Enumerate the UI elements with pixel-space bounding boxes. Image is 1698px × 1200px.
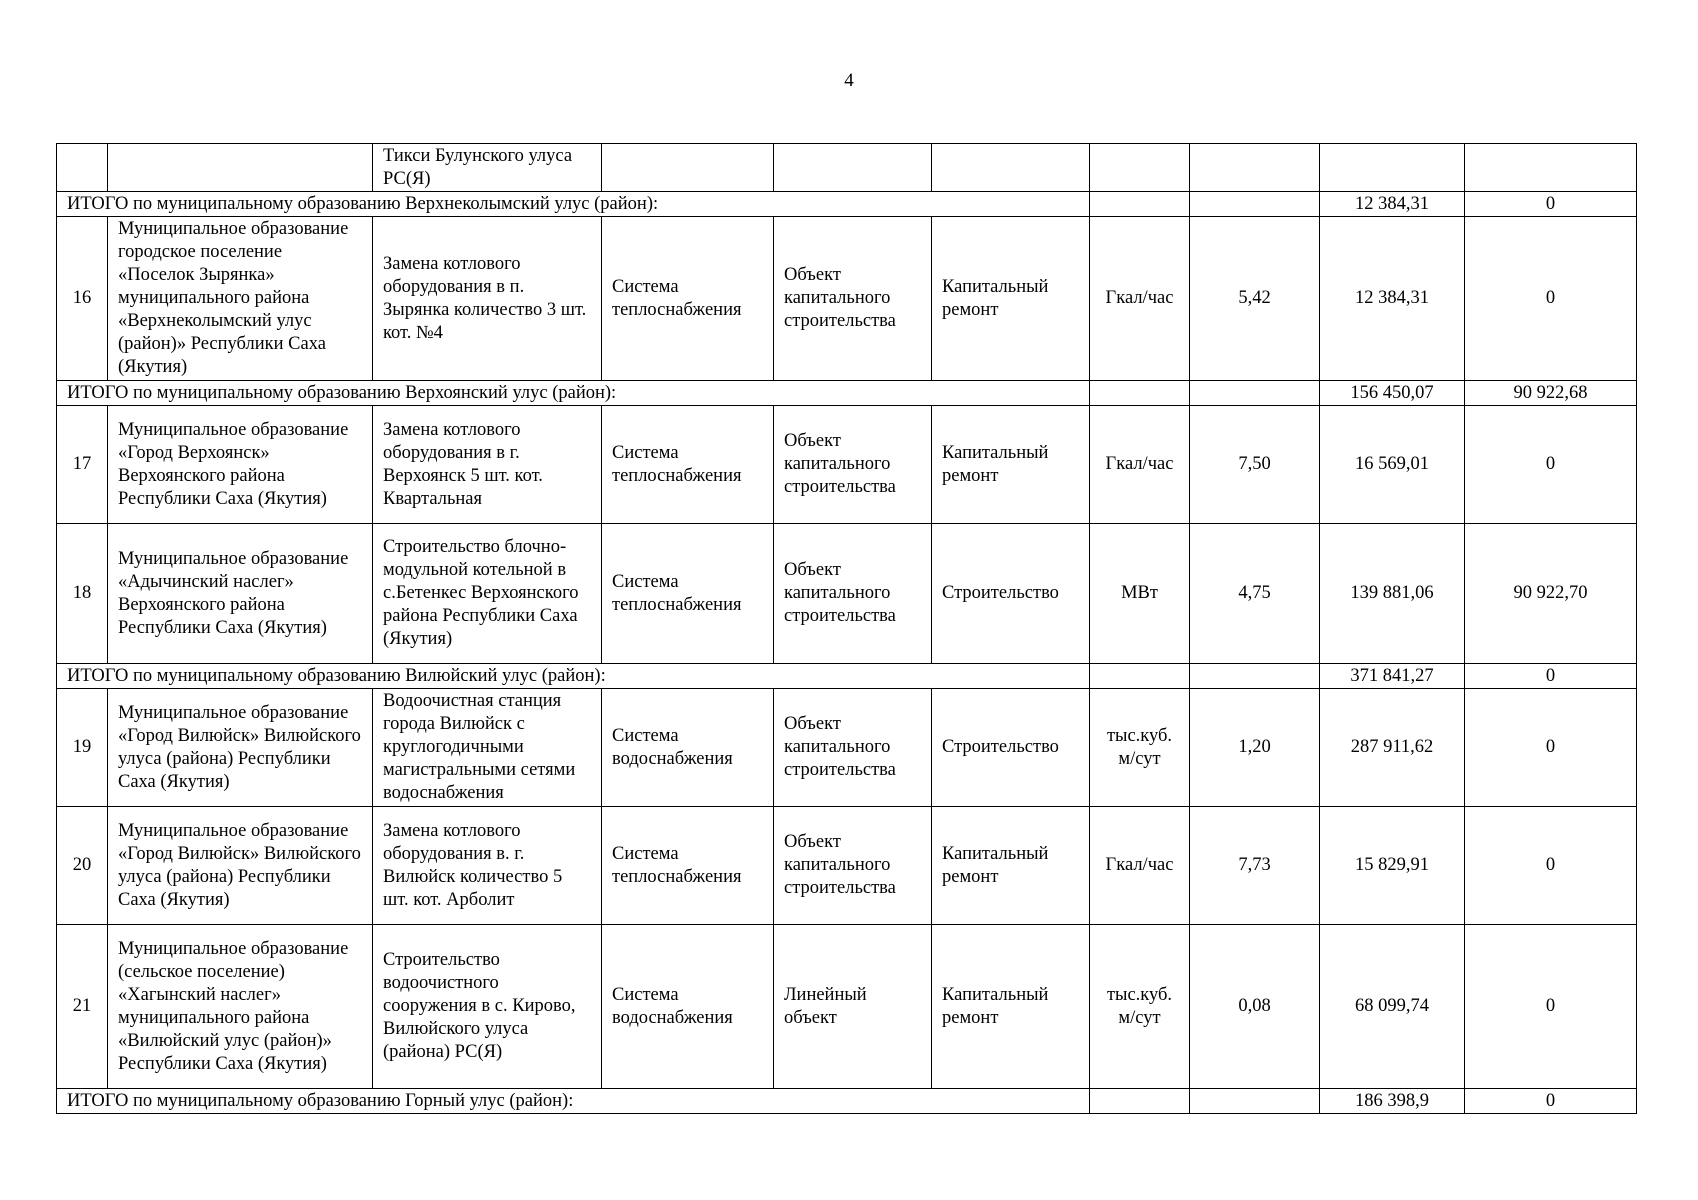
cell-system: Система теплоснабжения [602, 807, 774, 925]
cell-work-type: Капитальный ремонт [932, 925, 1090, 1089]
table-row [57, 689, 1637, 807]
cell-object: Строительство блочно-модульной котельной в с.Бетенкес Верхоянского района Республики Саха (Якутия) [373, 524, 602, 664]
cell-work-type [932, 144, 1090, 192]
cell-system [602, 144, 774, 192]
cell-capacity: 7,50 [1190, 406, 1320, 524]
cell-num: 16 [57, 217, 108, 381]
cell-amount: 287 911,62 [1320, 689, 1465, 807]
cell-work-type: Капитальный ремонт [932, 406, 1090, 524]
table-row [57, 217, 1637, 381]
total-extra: 90 922,68 [1465, 381, 1637, 406]
total-amount: 371 841,27 [1320, 664, 1465, 689]
cell-amount: 15 829,91 [1320, 807, 1465, 925]
cell-municipality: Муниципальное образование (сельское поселение) «Хагынский наслег» муниципального района «Вилюйский улус (район)» Республики Саха (Якутия) [108, 925, 373, 1089]
cell-work-type: Капитальный ремонт [932, 217, 1090, 381]
investment-table [56, 143, 1637, 1114]
cell-num: 19 [57, 689, 108, 807]
total-row [57, 664, 1637, 689]
total-unit-empty [1090, 664, 1190, 689]
cell-extra: 0 [1465, 217, 1637, 381]
cell-capacity [1190, 144, 1320, 192]
total-label: ИТОГО по муниципальному образованию Вилюйский улус (район): [57, 664, 1090, 689]
cell-extra: 0 [1465, 406, 1637, 524]
cell-capacity: 5,42 [1190, 217, 1320, 381]
cell-object-type: Объект капитального строительства [774, 807, 932, 925]
cell-extra: 0 [1465, 689, 1637, 807]
cell-object-type: Линейный объект [774, 925, 932, 1089]
continuation-row [57, 144, 1637, 192]
total-capacity-empty [1190, 192, 1320, 217]
table-row [57, 524, 1637, 664]
total-unit-empty [1090, 192, 1190, 217]
cell-municipality: Муниципальное образование «Город Вилюйск» Вилюйского улуса (района) Республики Саха (Якутия) [108, 807, 373, 925]
cell-amount: 68 099,74 [1320, 925, 1465, 1089]
table-row [57, 807, 1637, 925]
cell-capacity: 4,75 [1190, 524, 1320, 664]
cell-municipality: Муниципальное образование «Город Вилюйск» Вилюйского улуса (района) Республики Саха (Якутия) [108, 689, 373, 807]
cell-amount: 16 569,01 [1320, 406, 1465, 524]
cell-num: 18 [57, 524, 108, 664]
cell-unit: тыс.куб. м/сут [1090, 925, 1190, 1089]
table-row [57, 925, 1637, 1089]
cell-municipality: Муниципальное образование городское поселение «Поселок Зырянка» муниципального района «Верхнеколымский улус (район)» Республики Саха (Якутия) [108, 217, 373, 381]
table-row [57, 406, 1637, 524]
cell-capacity: 0,08 [1190, 925, 1320, 1089]
cell-unit: тыс.куб. м/сут [1090, 689, 1190, 807]
total-amount: 186 398,9 [1320, 1089, 1465, 1114]
cell-object-type: Объект капитального строительства [774, 689, 932, 807]
cell-extra [1465, 144, 1637, 192]
total-unit-empty [1090, 1089, 1190, 1114]
cell-system: Система теплоснабжения [602, 524, 774, 664]
cell-capacity: 7,73 [1190, 807, 1320, 925]
cell-work-type: Строительство [932, 689, 1090, 807]
total-capacity-empty [1190, 664, 1320, 689]
cell-extra: 90 922,70 [1465, 524, 1637, 664]
cell-work-type: Капитальный ремонт [932, 807, 1090, 925]
cell-num: 17 [57, 406, 108, 524]
cell-amount: 12 384,31 [1320, 217, 1465, 381]
cell-system: Система теплоснабжения [602, 217, 774, 381]
cell-object: Замена котлового оборудования в г. Верхоянск 5 шт. кот. Квартальная [373, 406, 602, 524]
total-amount: 12 384,31 [1320, 192, 1465, 217]
cell-capacity: 1,20 [1190, 689, 1320, 807]
cell-unit: Гкал/час [1090, 217, 1190, 381]
cell-object-type: Объект капитального строительства [774, 524, 932, 664]
total-amount: 156 450,07 [1320, 381, 1465, 406]
cell-system: Система теплоснабжения [602, 406, 774, 524]
cell-municipality [108, 144, 373, 192]
total-row [57, 192, 1637, 217]
page-number: 4 [844, 70, 854, 91]
cell-amount: 139 881,06 [1320, 524, 1465, 664]
cell-unit [1090, 144, 1190, 192]
total-row [57, 1089, 1637, 1114]
cell-num: 21 [57, 925, 108, 1089]
cell-object-type [774, 144, 932, 192]
total-unit-empty [1090, 381, 1190, 406]
cell-num [57, 144, 108, 192]
table-body [57, 144, 1637, 1114]
cell-object-type: Объект капитального строительства [774, 406, 932, 524]
cell-num: 20 [57, 807, 108, 925]
cell-unit: Гкал/час [1090, 406, 1190, 524]
cell-unit: Гкал/час [1090, 807, 1190, 925]
total-extra: 0 [1465, 664, 1637, 689]
cell-municipality: Муниципальное образование «Адычинский наслег» Верхоянского района Республики Саха (Якутия) [108, 524, 373, 664]
cell-system: Система водоснабжения [602, 925, 774, 1089]
total-label: ИТОГО по муниципальному образованию Верхнеколымский улус (район): [57, 192, 1090, 217]
cell-object-type: Объект капитального строительства [774, 217, 932, 381]
total-extra: 0 [1465, 1089, 1637, 1114]
total-extra: 0 [1465, 192, 1637, 217]
cell-amount [1320, 144, 1465, 192]
total-capacity-empty [1190, 1089, 1320, 1114]
total-row [57, 381, 1637, 406]
cell-work-type: Строительство [932, 524, 1090, 664]
cell-system: Система водоснабжения [602, 689, 774, 807]
cell-object: Замена котлового оборудования в п. Зырянка количество 3 шт. кот. №4 [373, 217, 602, 381]
total-label: ИТОГО по муниципальному образованию Верхоянский улус (район): [57, 381, 1090, 406]
cell-unit: МВт [1090, 524, 1190, 664]
cell-extra: 0 [1465, 925, 1637, 1089]
cell-extra: 0 [1465, 807, 1637, 925]
cell-object: Замена котлового оборудования в. г. Вилюйск количество 5 шт. кот. Арболит [373, 807, 602, 925]
total-label: ИТОГО по муниципальному образованию Горный улус (район): [57, 1089, 1090, 1114]
cell-object: Тикси Булунского улуса РС(Я) [373, 144, 602, 192]
cell-object: Строительство водоочистного сооружения в с. Кирово, Вилюйского улуса (района) РС(Я) [373, 925, 602, 1089]
total-capacity-empty [1190, 381, 1320, 406]
cell-object: Водоочистная станция города Вилюйск с круглогодичными магистральными сетями водоснабжения [373, 689, 602, 807]
cell-municipality: Муниципальное образование «Город Верхоянск» Верхоянского района Республики Саха (Якутия) [108, 406, 373, 524]
